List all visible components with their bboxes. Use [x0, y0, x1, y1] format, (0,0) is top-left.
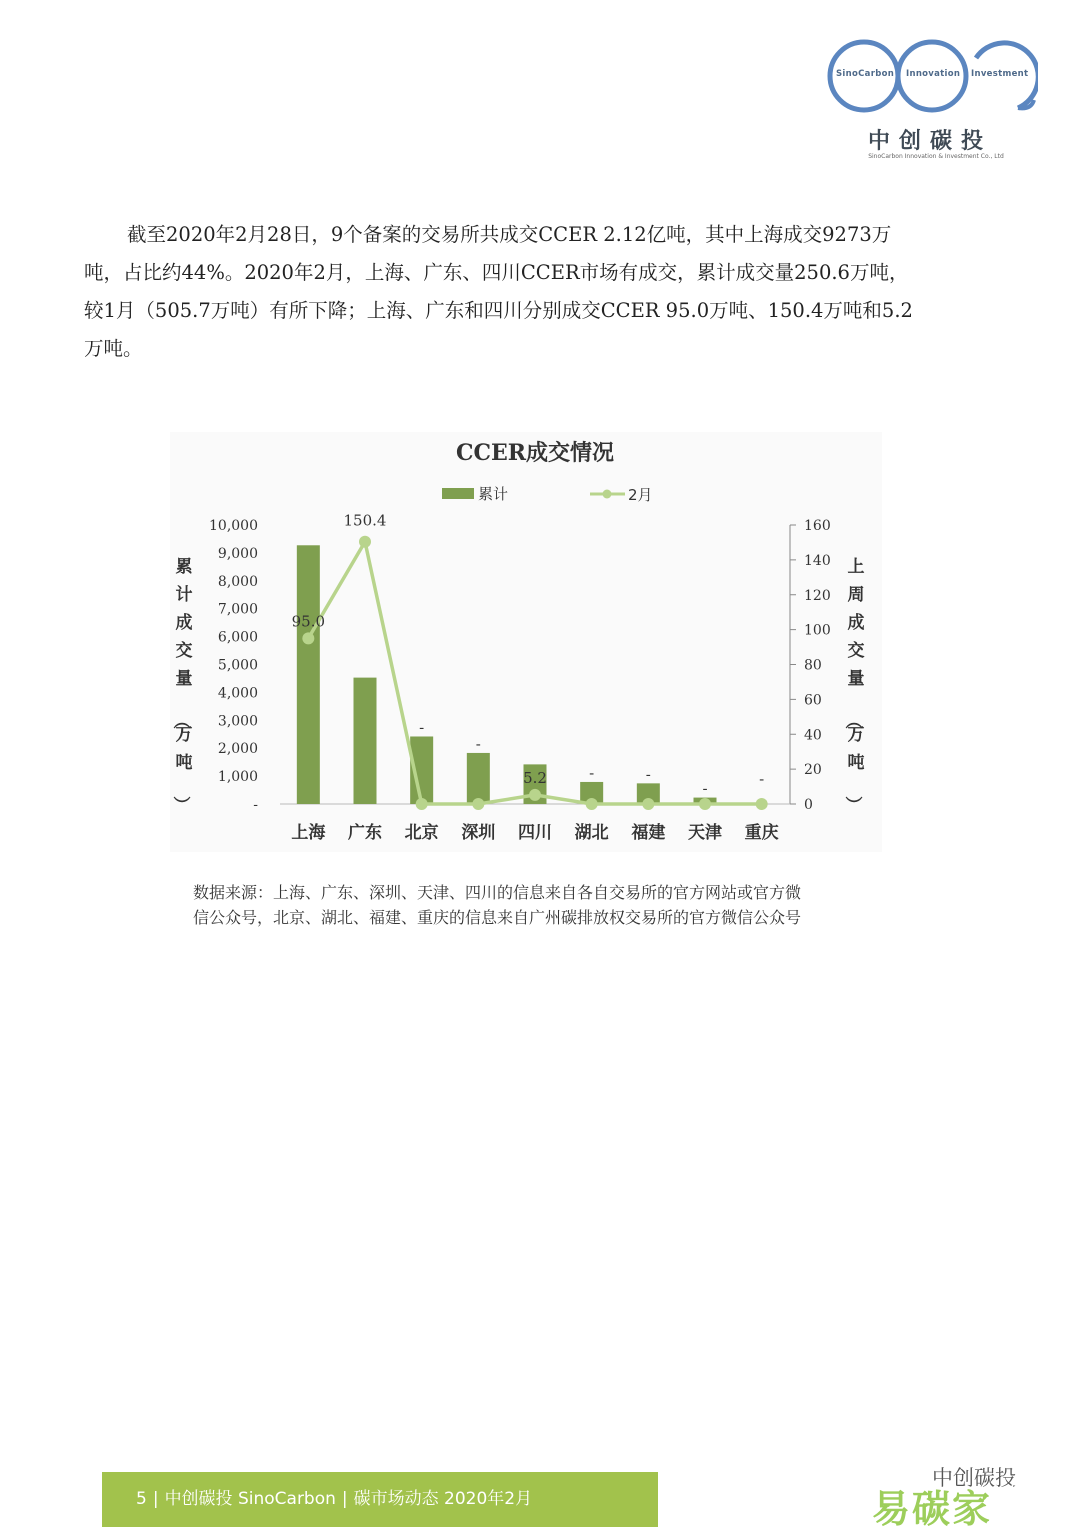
category-label: 深圳 [461, 823, 496, 843]
line-data-label: 150.4 [343, 511, 387, 530]
category-label: 广东 [348, 823, 382, 843]
right-axis-tick-label: 20 [804, 762, 822, 779]
line-data-label: - [419, 718, 425, 737]
line-point [529, 789, 541, 801]
body-paragraph [84, 216, 984, 368]
line-point [756, 798, 768, 810]
line-point [642, 798, 654, 810]
footer-brand: 中创碳投 SinoCarbon [164, 1489, 336, 1509]
left-axis-title: 累计成交量（万吨） [170, 557, 193, 813]
line-point [302, 632, 314, 644]
paragraph-line: 万吨。 [84, 337, 143, 360]
left-axis-tick-label: 4,000 [217, 685, 258, 702]
right-axis-tick-label: 140 [804, 552, 831, 569]
bar [354, 678, 377, 804]
watermark-site [1006, 1482, 1066, 1510]
logo-rings-icon [826, 38, 1038, 128]
right-axis-tick-label: 60 [804, 692, 822, 709]
left-axis-tick-label: 3,000 [217, 713, 258, 730]
left-axis-tick-label: 9,000 [217, 545, 258, 562]
legend-line-marker [603, 490, 612, 499]
logo-ring-label-3: Investment [971, 69, 1029, 79]
category-label: 北京 [404, 823, 439, 843]
left-axis-tick-label: 2,000 [217, 741, 258, 758]
line-point [586, 798, 598, 810]
category-label: 上海 [291, 823, 326, 843]
right-axis-tick-label: 100 [804, 622, 831, 639]
category-label: 重庆 [744, 823, 779, 843]
legend-bar-label: 累计 [478, 485, 509, 503]
right-axis-tick-label: 120 [804, 587, 831, 604]
chart-svg [170, 432, 882, 852]
right-axis-tick-label: 160 [804, 518, 831, 534]
line-data-label: - [475, 734, 481, 753]
paragraph-line: 截至2020年2月28日，9个备案的交易所共成交CCER 2.12亿吨，其中上海成交9273万 [127, 223, 892, 246]
source-note-line: 信公众号，北京、湖北、福建、重庆的信息来自广州碳排放权交易所的官方微信公众号 [193, 908, 802, 927]
ccer-chart [170, 432, 882, 852]
legend-line-label: 2月 [628, 486, 653, 504]
watermark [866, 1460, 1076, 1531]
left-axis-tick-label: 8,000 [217, 573, 258, 590]
right-axis-tick-label: 80 [804, 657, 822, 674]
logo-ring-label-1: SinoCarbon [836, 69, 895, 79]
source-note [193, 880, 913, 930]
legend-bar-swatch [442, 488, 474, 499]
line-point [472, 798, 484, 810]
line-data-label: 95.0 [291, 612, 326, 631]
left-axis-tick-label: 7,000 [217, 601, 258, 618]
line-data-label: 5.2 [523, 768, 547, 787]
bar [467, 753, 490, 804]
logo-ring-label-2: Innovation [906, 69, 961, 79]
watermark-site-line: tanjiaoyi [1010, 1481, 1066, 1496]
page-footer: 5 | 中创碳投 SinoCarbon | 碳市场动态 2020年2月 [102, 1472, 658, 1527]
category-label: 福建 [631, 823, 666, 843]
watermark-site-line: .com [1034, 1495, 1066, 1510]
left-axis-tick-label: 5,000 [217, 657, 258, 674]
paragraph-line: 吨，占比约44%。2020年2月，上海、广东、四川CCER市场有成交，累计成交量250.6万吨， [84, 261, 909, 284]
source-note-line: 数据来源：上海、广东、深圳、天津、四川的信息来自各自交易所的官方网站或官方微 [193, 883, 802, 902]
line-point [359, 536, 371, 548]
category-label: 湖北 [574, 823, 609, 843]
left-axis-tick-label: 1,000 [217, 769, 258, 786]
chart-title: CCER成交情况 [455, 440, 615, 466]
line-data-label: - [645, 765, 651, 784]
paragraph-line: 较1月（505.7万吨）有所下降；上海、广东和四川分别成交CCER 95.0万吨、150.4万吨和5.2 [84, 299, 913, 322]
page-number: 5 [136, 1489, 147, 1509]
category-label: 天津 [688, 823, 722, 843]
right-axis-title: 上周成交量（万吨） [842, 557, 865, 813]
logo-company-cn: 中创碳投 [867, 129, 992, 154]
bar [297, 545, 320, 804]
right-axis-tick-label: 0 [804, 797, 813, 813]
line-data-label: - [702, 779, 708, 798]
line-point [699, 798, 711, 810]
logo-company-en: SinoCarbon Innovation & Investment Co., Ltd [868, 153, 1004, 160]
watermark-big-text: 易碳家 [872, 1487, 993, 1531]
footer-section: 碳市场动态 2020年2月 [353, 1489, 533, 1509]
category-label: 四川 [518, 823, 552, 843]
line-data-label: - [589, 763, 595, 782]
left-axis-tick-label: 6,000 [217, 629, 258, 646]
company-logo [826, 38, 1038, 168]
left-axis-tick-label: 10,000 [209, 518, 258, 534]
left-axis-tick-label: - [253, 797, 258, 813]
line-point [416, 798, 428, 810]
right-axis-tick-label: 40 [804, 727, 822, 744]
watermark-brand: 中创碳投 [932, 1466, 1016, 1490]
line-data-label: - [759, 770, 765, 788]
